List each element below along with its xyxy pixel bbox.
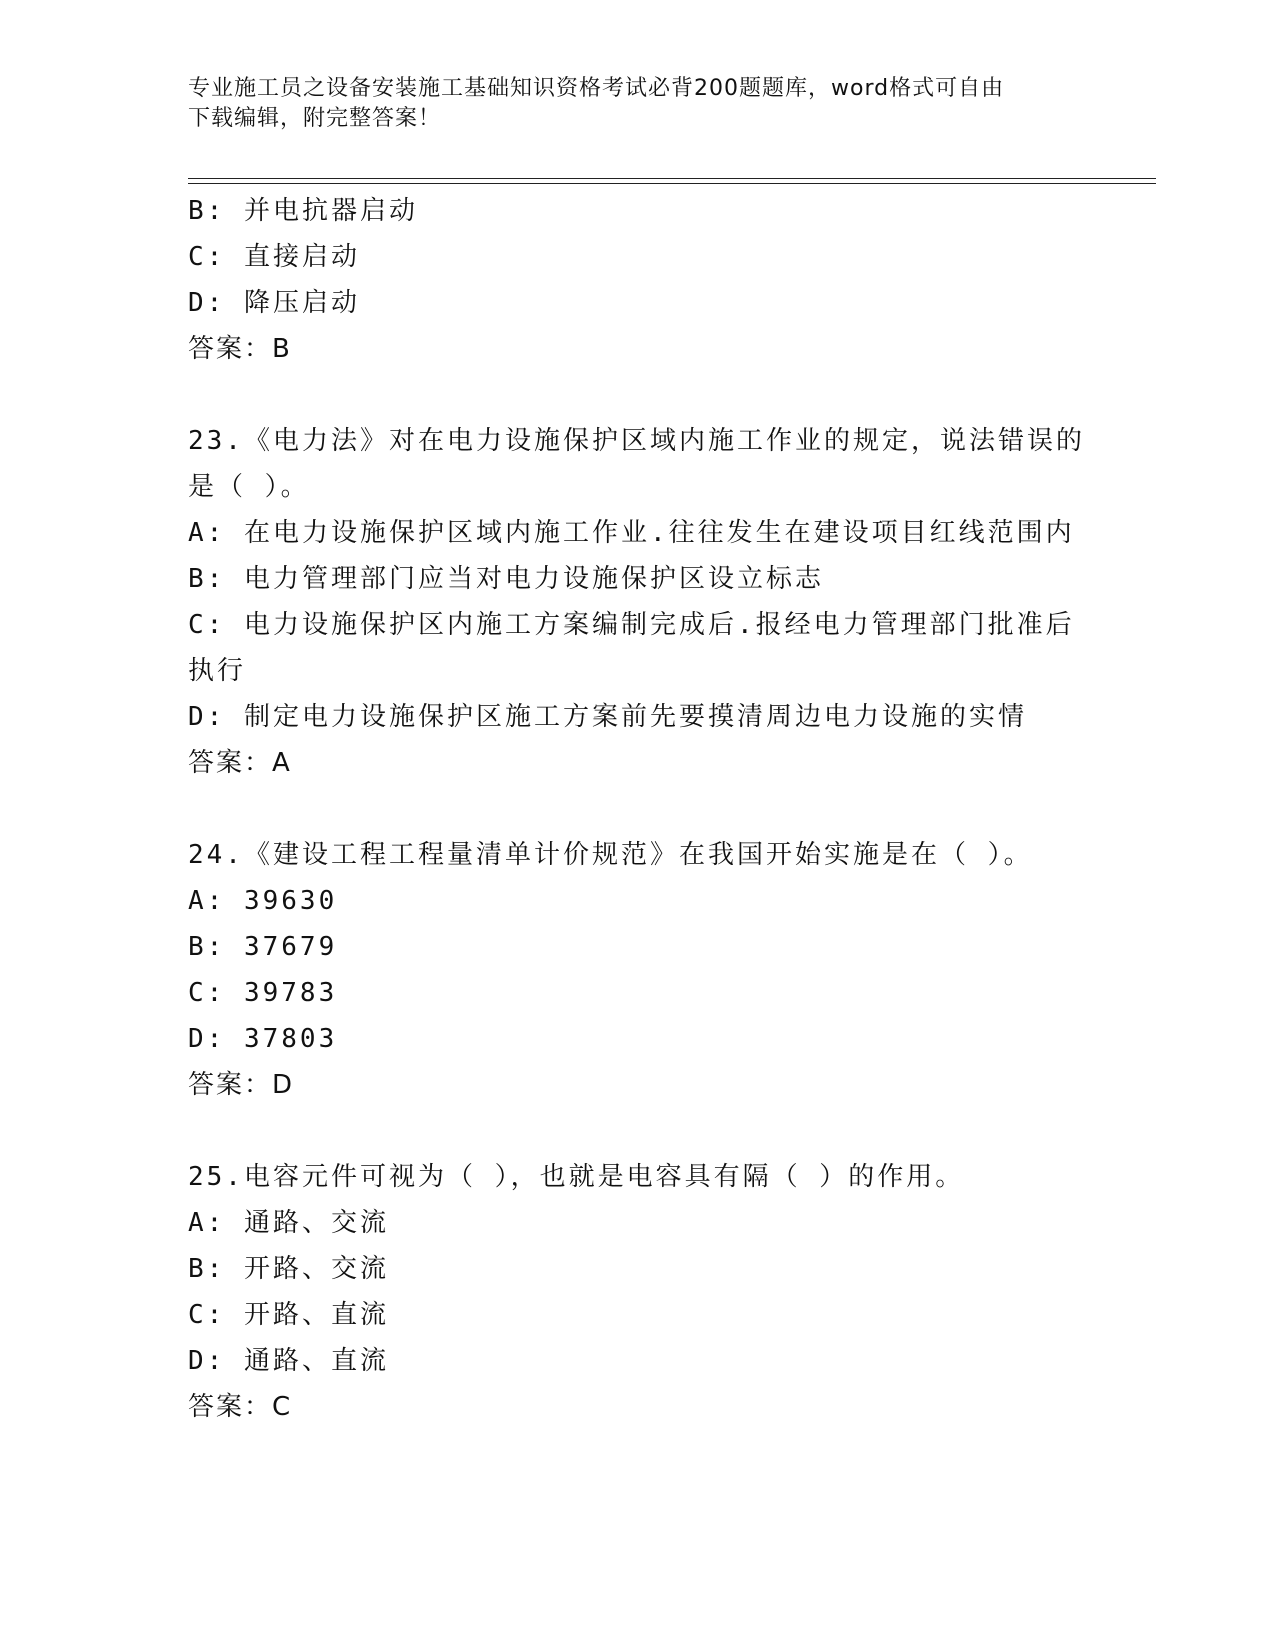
option-c: C: 直接启动 — [188, 242, 360, 272]
question-stem-continued: 是（ ）。 — [188, 472, 310, 502]
header-rule-top — [188, 178, 1156, 179]
answer: 答案：B — [188, 334, 292, 364]
question-22-tail — [188, 188, 1088, 372]
option-d: D: 37803 — [188, 1024, 338, 1054]
option-d: D: 制定电力设施保护区施工方案前先要摸清周边电力设施的实情 — [188, 702, 1027, 732]
question-stem: 23.《电力法》对在电力设施保护区域内施工作业的规定，说法错误的 — [188, 426, 1085, 456]
question-25 — [188, 1154, 1088, 1430]
option-a: A: 通路、交流 — [188, 1208, 389, 1238]
option-b: B: 并电抗器启动 — [188, 196, 418, 226]
answer: 答案：C — [188, 1392, 293, 1422]
option-b: B: 开路、交流 — [188, 1254, 389, 1284]
header-rule-bottom — [188, 183, 1156, 184]
option-d: D: 通路、直流 — [188, 1346, 389, 1376]
header-line-1: 专业施工员之设备安装施工基础知识资格考试必背200题题库，word格式可自由 — [188, 76, 1005, 101]
question-stem: 25.电容元件可视为（ ），也就是电容具有隔（ ）的作用。 — [188, 1162, 965, 1192]
option-b: B: 电力管理部门应当对电力设施保护区设立标志 — [188, 564, 824, 594]
option-c: C: 电力设施保护区内施工方案编制完成后.报经电力管理部门批准后 — [188, 610, 1075, 640]
answer: 答案：D — [188, 1070, 295, 1100]
header-line-2: 下载编辑，附完整答案！ — [188, 106, 442, 131]
option-d: D: 降压启动 — [188, 288, 360, 318]
question-list — [188, 188, 1088, 1430]
question-stem: 24.《建设工程工程量清单计价规范》在我国开始实施是在（ ）。 — [188, 840, 1033, 870]
option-c-continued: 执行 — [188, 656, 247, 686]
option-c: C: 39783 — [188, 978, 338, 1008]
option-c: C: 开路、直流 — [188, 1300, 389, 1330]
question-23 — [188, 418, 1088, 786]
question-24 — [188, 832, 1088, 1108]
answer: 答案：A — [188, 748, 292, 778]
option-a: A: 在电力设施保护区域内施工作业.往往发生在建设项目红线范围内 — [188, 518, 1075, 548]
option-a: A: 39630 — [188, 886, 338, 916]
document-header — [188, 74, 1088, 134]
option-b: B: 37679 — [188, 932, 338, 962]
